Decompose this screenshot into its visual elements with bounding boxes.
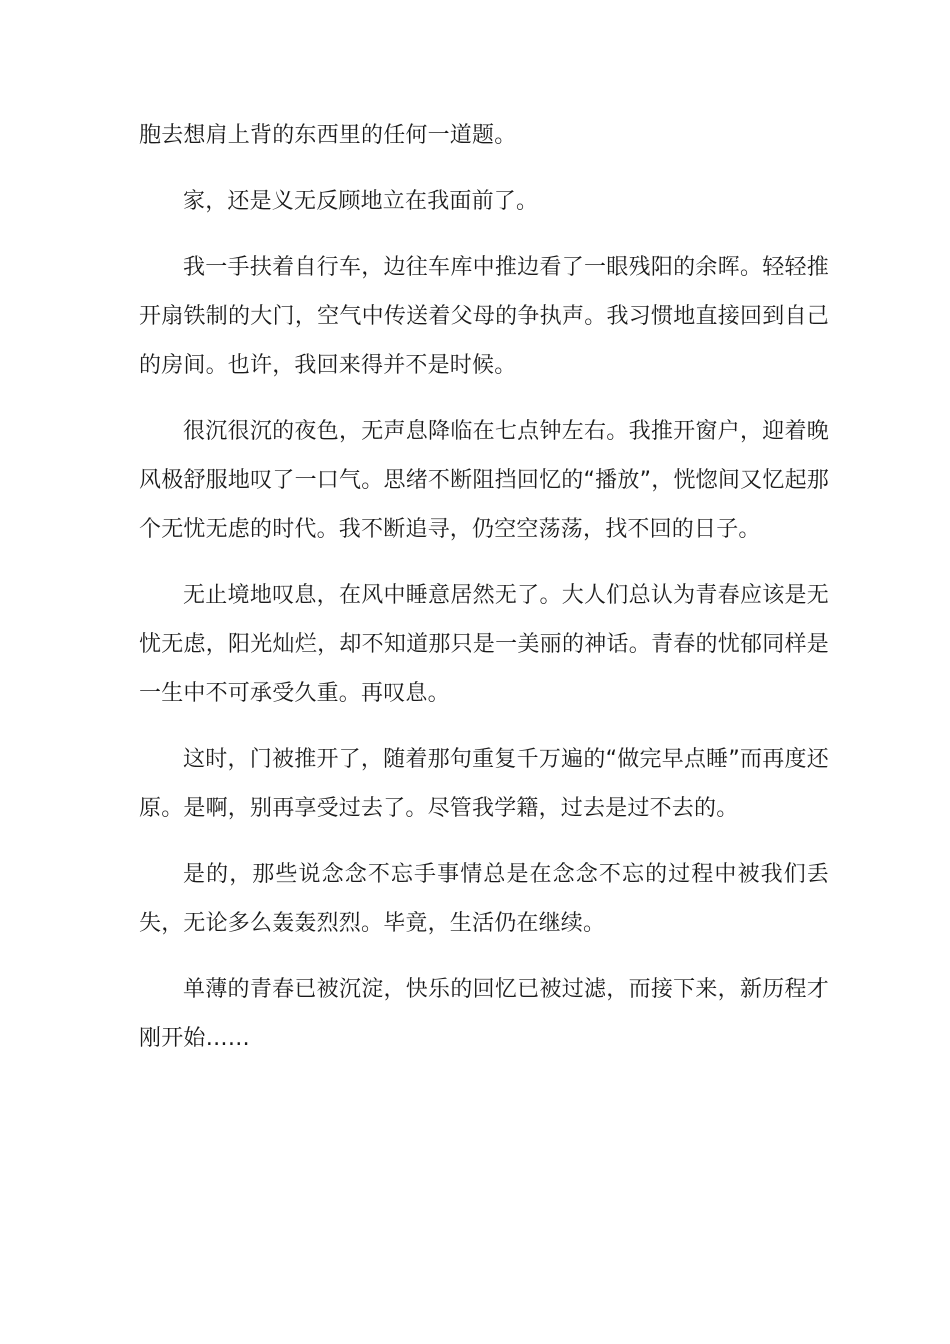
paragraph-continuation: 胞去想肩上背的东西里的任何一道题。 bbox=[139, 123, 517, 148]
paragraph: 无止境地叹息，在风中睡意居然无了。大人们总认为青春应该是无忧无虑，阳光灿烂，却不知道那只是一美丽的神话。青春的忧郁同样是一生中不可承受久重。再叹息。 bbox=[139, 583, 829, 706]
paragraph: 家，还是义无反顾地立在我面前了。 bbox=[183, 189, 539, 214]
paragraph: 我一手扶着自行车，边往车库中推边看了一眼残阳的余晖。轻轻推开扇铁制的大门，空气中传送着父母的争执声。我习惯地直接回到自己的房间。也许，我回来得并不是时候。 bbox=[139, 255, 829, 378]
paragraph: 是的，那些说念念不忘手事情总是在念念不忘的过程中被我们丢失，无论多么轰轰烈烈。毕竟，生活仍在继续。 bbox=[139, 862, 829, 936]
paragraph: 很沉很沉的夜色，无声息降临在七点钟左右。我推开窗户，迎着晚风极舒服地叹了一口气。思绪不断阻挡回忆的“播放”，恍惚间又忆起那个无忧无虑的时代。我不断追寻，仍空空荡荡，找不回的日子。 bbox=[139, 419, 829, 542]
document-body bbox=[139, 111, 829, 1080]
paragraph: 单薄的青春已被沉淀，快乐的回忆已被过滤，而接下来，新历程才刚开始…… bbox=[139, 977, 829, 1051]
paragraph: 这时，门被推开了，随着那句重复千万遍的“做完早点睡”而再度还原。是啊，别再享受过去了。尽管我学籍，过去是过不去的。 bbox=[139, 747, 829, 821]
